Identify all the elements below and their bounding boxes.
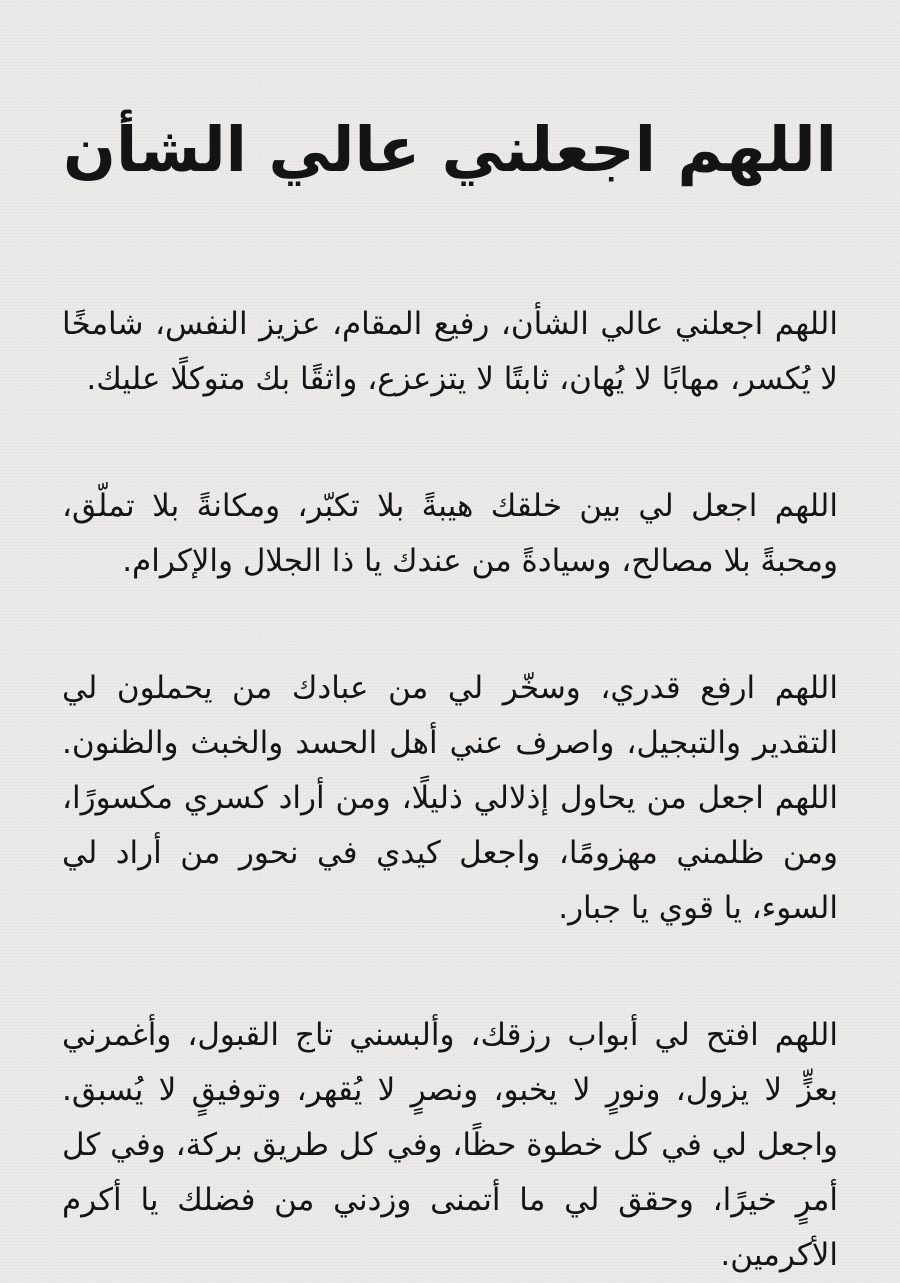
document-body (62, 297, 838, 1283)
paragraph-3: اللهم ارفع قدري، وسخّر لي من عبادك من يحملون لي التقدير والتبجيل، واصرف عني أهل الحسد والخبث والظنون. اللهم اجعل من يحاول إذلالي ذليلًا، ومن أراد كسري مكسورًا، ومن ظلمني مهزومًا، واجعل كيدي في نحور من أراد لي السوء، يا قوي يا جبار. (62, 670, 838, 926)
paragraph-1: اللهم اجعلني عالي الشأن، رفيع المقام، عزيز النفس، شامخًا لا يُكسر، مهابًا لا يُهان، ثابتًا لا يتزعزع، واثقًا بك متوكلًا عليك. (62, 306, 838, 397)
page-title: اللهم اجعلني عالي الشأن (63, 113, 837, 186)
paragraph-4: اللهم افتح لي أبواب رزقك، وألبسني تاج القبول، وأغمرني بعزٍّ لا يزول، ونورٍ لا يخبو، ونصرٍ لا يُقهر، وتوفيقٍ لا يُسبق. واجعل لي في كل خطوة حظًا، وفي كل طريق بركة، وفي كل أمرٍ خيرًا، وحقق لي ما أتمنى وزدني من فضلك يا أكرم الأكرمين. (62, 1017, 838, 1273)
paragraph-2: اللهم اجعل لي بين خلقك هيبةً بلا تكبّر، ومكانةً بلا تملّق، ومحبةً بلا مصالح، وسيادةً من عندك يا ذا الجلال والإكرام. (62, 488, 838, 579)
